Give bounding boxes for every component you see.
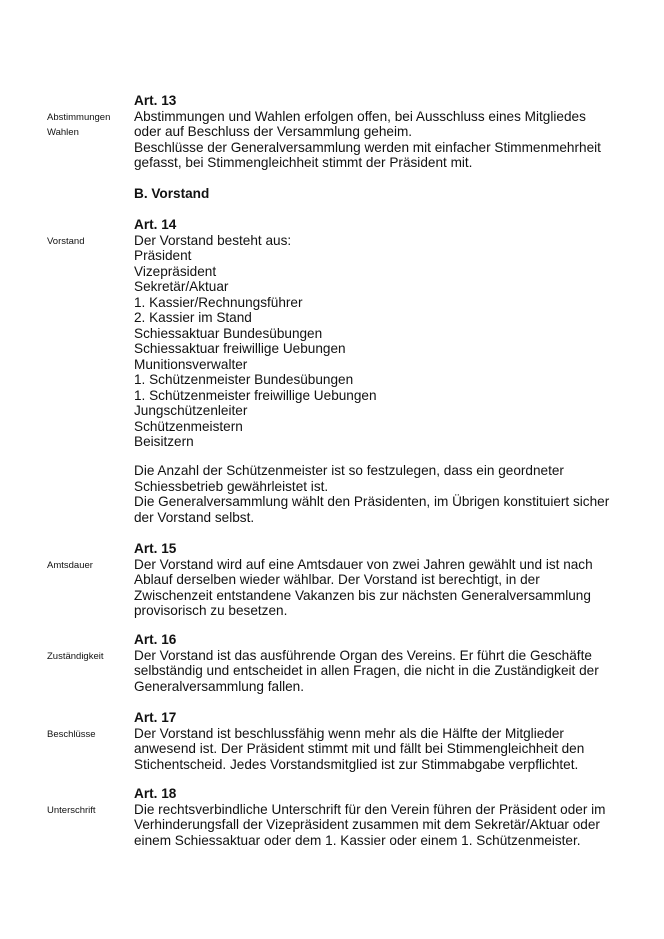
text-line: Schiessaktuar freiwillige Uebungen	[134, 341, 346, 356]
section-heading: Art. 15	[134, 541, 177, 556]
section	[134, 463, 624, 525]
margin-note: Vorstand	[47, 235, 85, 247]
text-line: Vizepräsident	[134, 263, 217, 279]
text-line: 1. Schützenmeister Bundesübungen	[134, 372, 354, 387]
section-heading: Art. 17	[134, 710, 177, 725]
text-line: Zwischenzeit entstandene Vakanzen bis zur nächsten Generalversammlung	[134, 587, 591, 603]
margin-note: Zuständigkeit	[47, 650, 104, 662]
section-heading: Art. 16	[134, 632, 177, 647]
text-line: gefasst, bei Stimmengleichheit stimmt der Präsident mit.	[134, 155, 473, 170]
text-line: Die Generalversammlung wählt den Präsidenten, im Übrigen konstituiert sicher	[134, 494, 610, 509]
text-line: 2. Kassier im Stand	[134, 310, 252, 325]
section	[134, 186, 624, 202]
text-line: Sekretär/Aktuar	[134, 279, 229, 294]
text-line: einem Schiessaktuar oder dem 1. Kassier oder einem 1. Schützenmeister.	[134, 832, 581, 848]
text-line: Stichentscheid. Jedes Vorstandsmitglied ist zur Stimmabgabe verpflichtet.	[134, 756, 579, 772]
text-line: Der Vorstand besteht aus:	[134, 232, 292, 248]
text-line: oder auf Beschluss der Versammlung geheim.	[134, 124, 413, 139]
text-line: Munitionsverwalter	[134, 356, 248, 372]
text-line: der Vorstand selbst.	[134, 509, 255, 525]
text-line: Der Vorstand wird auf eine Amtsdauer von zwei Jahren gewählt und ist nach	[134, 556, 593, 572]
text-line: Schiessbetrieb gewährleistet ist.	[134, 478, 329, 494]
margin-note: Unterschrift	[47, 804, 96, 816]
text-line: Die rechtsverbindliche Unterschrift für den Verein führen der Präsident oder im	[134, 801, 606, 817]
margin-note: Amtsdauer	[47, 559, 93, 571]
text-line: anwesend ist. Der Präsident stimmt mit und fällt bei Stimmengleichheit den	[134, 741, 585, 756]
text-line: 1. Kassier/Rechnungsführer	[134, 294, 303, 310]
section	[47, 786, 624, 848]
section-heading: Art. 18	[134, 786, 177, 801]
text-line: 1. Schützenmeister freiwillige Uebungen	[134, 387, 377, 403]
text-line: Generalversammlung fallen.	[134, 678, 305, 694]
section-heading: Art. 14	[134, 217, 177, 232]
text-line: Beisitzern	[134, 434, 194, 449]
text-line: Der Vorstand ist das ausführende Organ des Vereins. Er führt die Geschäfte	[134, 647, 592, 663]
section	[47, 710, 624, 772]
margin-note: Wahlen	[47, 127, 79, 138]
text-line: Die Anzahl der Schützenmeister ist so festzulegen, dass ein geordneter	[134, 463, 564, 478]
text-line: Beschlüsse der Generalversammlung werden mit einfacher Stimmenmehrheit	[134, 139, 601, 155]
text-line: provisorisch zu besetzen.	[134, 603, 288, 618]
text-line: Präsident	[134, 248, 192, 263]
text-line: Schiessaktuar Bundesübungen	[134, 325, 323, 341]
text-line: Der Vorstand ist beschlussfähig wenn mehr als die Hälfte der Mitglieder	[134, 725, 564, 741]
section-heading: Art. 13	[134, 93, 177, 108]
margin-note: Abstimmungen	[47, 111, 111, 123]
text-line: Verhinderungsfall der Vizepräsident zusammen mit dem Sekretär/Aktuar oder	[134, 817, 600, 832]
text-line: Ablauf derselben wieder wählbar. Der Vorstand ist berechtigt, in der	[134, 572, 540, 587]
section	[47, 632, 624, 694]
text-line: selbständig und entscheidet in allen Fragen, die nicht in die Zuständigkeit der	[134, 663, 599, 678]
section-heading: B. Vorstand	[134, 186, 210, 201]
section	[47, 541, 624, 619]
margin-note: Beschlüsse	[47, 728, 96, 740]
text-line: Jungschützenleiter	[134, 403, 248, 418]
text-line: Abstimmungen und Wahlen erfolgen offen, bei Ausschluss eines Mitgliedes	[134, 108, 586, 124]
section	[47, 217, 624, 450]
section	[47, 93, 624, 171]
text-line: Schützenmeistern	[134, 418, 243, 434]
